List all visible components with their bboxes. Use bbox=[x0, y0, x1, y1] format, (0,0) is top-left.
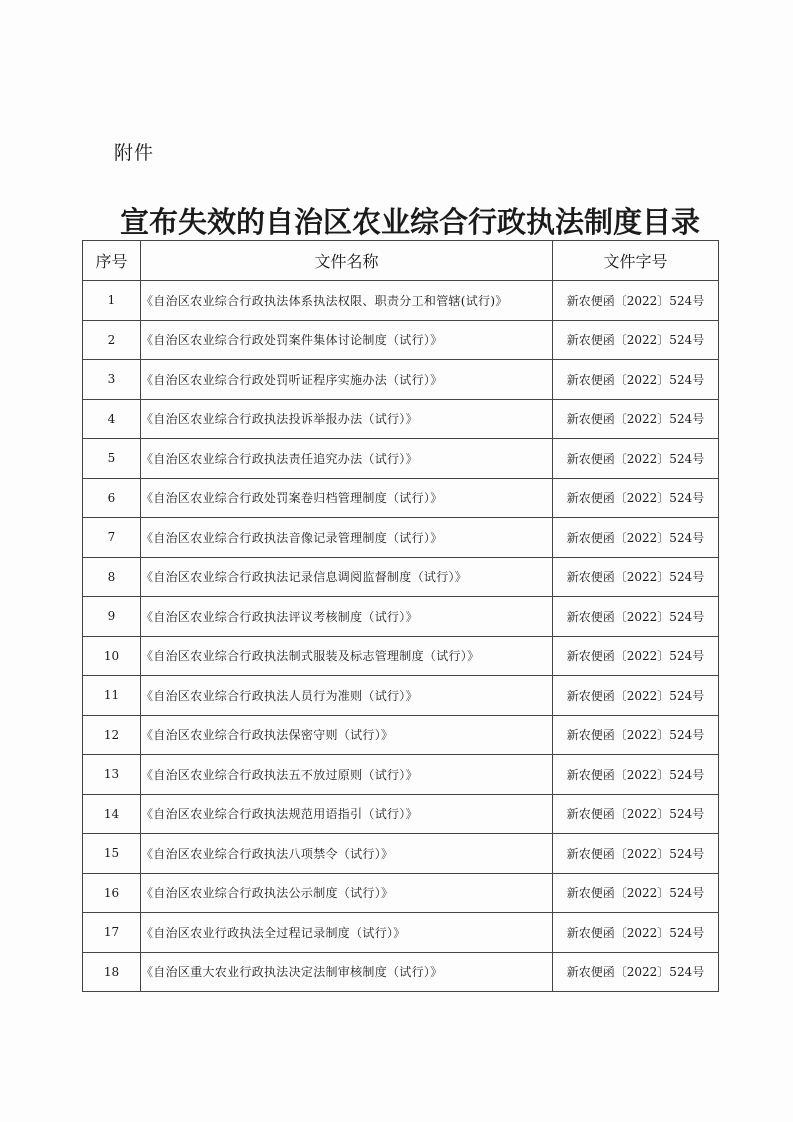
row-number: 8 bbox=[83, 557, 141, 597]
document-name: 《自治区农业综合行政执法评议考核制度（试行）》 bbox=[141, 597, 553, 637]
document-name: 《自治区农业综合行政执法规范用语指引（试行）》 bbox=[141, 794, 553, 834]
document-name: 《自治区农业行政执法全过程记录制度（试行）》 bbox=[141, 913, 553, 953]
header-ref: 文件字号 bbox=[553, 241, 719, 281]
row-number: 1 bbox=[83, 281, 141, 321]
document-name: 《自治区农业综合行政处罚听证程序实施办法（试行）》 bbox=[141, 360, 553, 400]
table-row bbox=[83, 518, 719, 558]
row-number: 14 bbox=[83, 794, 141, 834]
table-row bbox=[83, 834, 719, 874]
document-reference: 新农便函〔2022〕524号 bbox=[553, 636, 719, 676]
document-reference: 新农便函〔2022〕524号 bbox=[553, 755, 719, 795]
table-row bbox=[83, 794, 719, 834]
document-reference: 新农便函〔2022〕524号 bbox=[553, 360, 719, 400]
table-row bbox=[83, 755, 719, 795]
document-name: 《自治区农业综合行政执法制式服装及标志管理制度（试行）》 bbox=[141, 636, 553, 676]
table-row bbox=[83, 557, 719, 597]
table-body bbox=[83, 281, 719, 992]
document-reference: 新农便函〔2022〕524号 bbox=[553, 873, 719, 913]
table-row bbox=[83, 360, 719, 400]
table-row bbox=[83, 913, 719, 953]
document-name: 《自治区农业综合行政处罚案件集体讨论制度（试行）》 bbox=[141, 320, 553, 360]
document-reference: 新农便函〔2022〕524号 bbox=[553, 597, 719, 637]
table-row bbox=[83, 636, 719, 676]
document-reference: 新农便函〔2022〕524号 bbox=[553, 913, 719, 953]
document-name: 《自治区农业综合行政执法人员行为准则（试行）》 bbox=[141, 676, 553, 716]
table-row bbox=[83, 478, 719, 518]
header-no: 序号 bbox=[83, 241, 141, 281]
document-reference: 新农便函〔2022〕524号 bbox=[553, 478, 719, 518]
header-name: 文件名称 bbox=[141, 241, 553, 281]
document-reference: 新农便函〔2022〕524号 bbox=[553, 518, 719, 558]
row-number: 4 bbox=[83, 399, 141, 439]
document-name: 《自治区农业综合行政执法公示制度（试行）》 bbox=[141, 873, 553, 913]
row-number: 12 bbox=[83, 715, 141, 755]
table-row bbox=[83, 439, 719, 479]
row-number: 7 bbox=[83, 518, 141, 558]
table-row bbox=[83, 873, 719, 913]
document-name: 《自治区农业综合行政执法体系执法权限、职责分工和管辖(试行)》 bbox=[141, 281, 553, 321]
document-name: 《自治区农业综合行政执法八项禁令（试行）》 bbox=[141, 834, 553, 874]
table-row bbox=[83, 715, 719, 755]
row-number: 5 bbox=[83, 439, 141, 479]
table-row bbox=[83, 952, 719, 992]
row-number: 2 bbox=[83, 320, 141, 360]
row-number: 3 bbox=[83, 360, 141, 400]
document-name: 《自治区农业综合行政执法保密守则（试行）》 bbox=[141, 715, 553, 755]
document-reference: 新农便函〔2022〕524号 bbox=[553, 794, 719, 834]
document-reference: 新农便函〔2022〕524号 bbox=[553, 439, 719, 479]
document-reference: 新农便函〔2022〕524号 bbox=[553, 715, 719, 755]
page-title: 宣布失效的自治区农业综合行政执法制度目录 bbox=[119, 205, 700, 239]
row-number: 18 bbox=[83, 952, 141, 992]
document-reference: 新农便函〔2022〕524号 bbox=[553, 834, 719, 874]
document-name: 《自治区农业综合行政执法投诉举报办法（试行）》 bbox=[141, 399, 553, 439]
row-number: 6 bbox=[83, 478, 141, 518]
document-name: 《自治区重大农业行政执法决定法制审核制度（试行）》 bbox=[141, 952, 553, 992]
row-number: 10 bbox=[83, 636, 141, 676]
table-row bbox=[83, 320, 719, 360]
document-name: 《自治区农业综合行政执法责任追究办法（试行）》 bbox=[141, 439, 553, 479]
table-row bbox=[83, 676, 719, 716]
table-header-row bbox=[83, 241, 719, 281]
catalog-table bbox=[82, 240, 719, 992]
document-reference: 新农便函〔2022〕524号 bbox=[553, 952, 719, 992]
attachment-label: 附件 bbox=[114, 142, 155, 164]
row-number: 17 bbox=[83, 913, 141, 953]
document-reference: 新农便函〔2022〕524号 bbox=[553, 557, 719, 597]
table-row bbox=[83, 399, 719, 439]
document-reference: 新农便函〔2022〕524号 bbox=[553, 281, 719, 321]
row-number: 15 bbox=[83, 834, 141, 874]
document-reference: 新农便函〔2022〕524号 bbox=[553, 320, 719, 360]
row-number: 13 bbox=[83, 755, 141, 795]
table-row bbox=[83, 281, 719, 321]
table-row bbox=[83, 597, 719, 637]
document-name: 《自治区农业综合行政执法音像记录管理制度（试行）》 bbox=[141, 518, 553, 558]
row-number: 9 bbox=[83, 597, 141, 637]
row-number: 16 bbox=[83, 873, 141, 913]
document-name: 《自治区农业综合行政执法五不放过原则（试行）》 bbox=[141, 755, 553, 795]
document-reference: 新农便函〔2022〕524号 bbox=[553, 676, 719, 716]
row-number: 11 bbox=[83, 676, 141, 716]
document-name: 《自治区农业综合行政执法记录信息调阅监督制度（试行）》 bbox=[141, 557, 553, 597]
document-name: 《自治区农业综合行政处罚案卷归档管理制度（试行）》 bbox=[141, 478, 553, 518]
document-reference: 新农便函〔2022〕524号 bbox=[553, 399, 719, 439]
